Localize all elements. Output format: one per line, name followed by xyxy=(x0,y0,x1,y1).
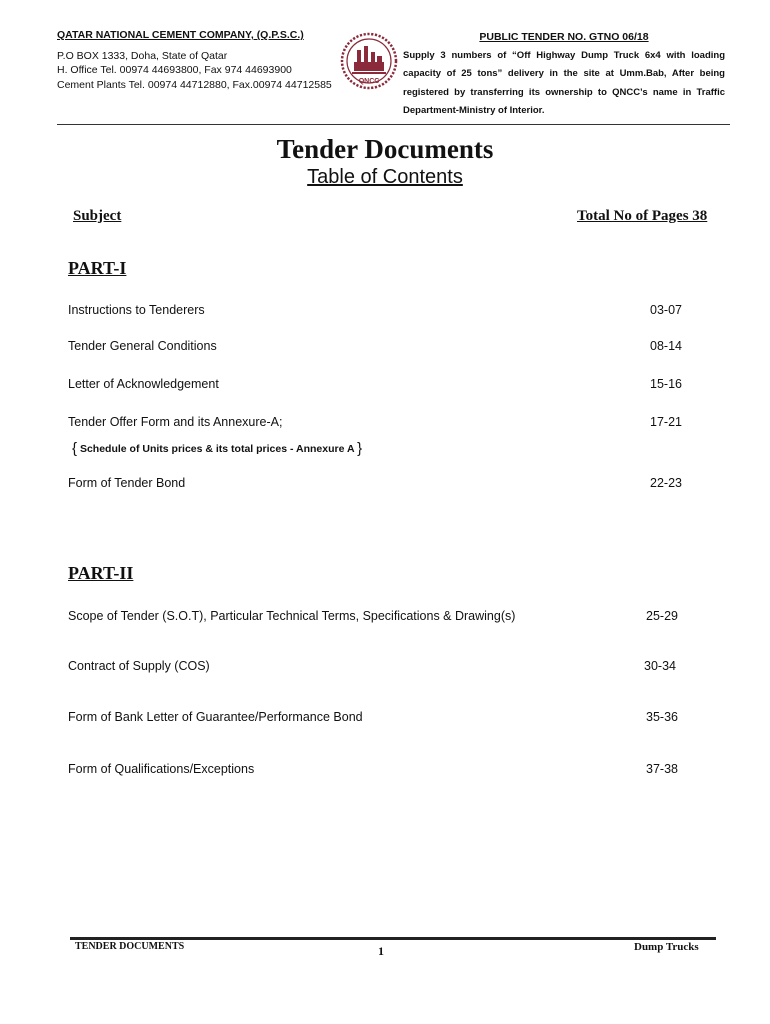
toc-pages: 25-29 xyxy=(646,609,678,623)
toc-pages: 37-38 xyxy=(646,762,678,776)
toc-row xyxy=(68,303,688,323)
address-line: P.O BOX 1333, Doha, State of Qatar xyxy=(57,49,228,62)
tender-description: Supply 3 numbers of “Off Highway Dump Truck 6x4 with loading capacity of 25 tons” delivery in the site at Umm.Bab, After being registered by transferring its ownership to QNCC’s name in Traffic Department-Ministry of Interior. xyxy=(403,49,725,116)
total-pages-heading: Total No of Pages 38 xyxy=(577,208,708,224)
annexure-note-text: Schedule of Units prices & its total prices - Annexure A xyxy=(79,443,355,455)
toc-subject: Form of Tender Bond xyxy=(68,476,186,490)
company-info xyxy=(57,28,347,92)
address-line: H. Office Tel. 00974 44693800, Fax 974 44693900 xyxy=(57,64,292,76)
toc-row xyxy=(68,415,688,435)
toc-subject: Contract of Supply (COS) xyxy=(68,659,210,673)
page-number: 1 xyxy=(378,944,384,958)
header-divider xyxy=(57,124,730,125)
toc-subject: Tender Offer Form and its Annexure-A; xyxy=(68,415,283,429)
footer-project-label: Dump Trucks xyxy=(634,941,699,953)
toc-row xyxy=(68,710,688,730)
toc-pages: 35-36 xyxy=(646,710,678,724)
part-2-heading: PART-II xyxy=(68,563,134,583)
toc-row xyxy=(68,476,688,496)
logo-text: QNCC xyxy=(358,78,380,85)
toc-subject: Form of Bank Letter of Guarantee/Performance Bond xyxy=(68,710,363,724)
toc-row xyxy=(68,762,688,782)
company-name: QATAR NATIONAL CEMENT COMPANY, (Q.P.S.C.) xyxy=(57,29,304,41)
toc-row xyxy=(68,609,688,629)
toc-pages: 15-16 xyxy=(650,377,682,391)
footer-doc-label: TENDER DOCUMENTS xyxy=(75,941,185,952)
toc-subject: Tender General Conditions xyxy=(68,339,217,353)
toc-pages: 30-34 xyxy=(644,659,676,673)
qncc-logo xyxy=(340,32,398,90)
address-line: Cement Plants Tel. 00974 44712880, Fax.00974 44712585 xyxy=(57,78,332,91)
tender-number: PUBLIC TENDER NO. GTNO 06/18 xyxy=(479,31,649,43)
footer-divider xyxy=(70,937,716,940)
toc-row xyxy=(68,659,688,679)
toc-pages: 03-07 xyxy=(650,303,682,317)
tender-info xyxy=(403,28,725,121)
document-title: Tender Documents xyxy=(276,134,494,164)
toc-pages: 22-23 xyxy=(650,476,682,490)
toc-subject: Form of Qualifications/Exceptions xyxy=(68,762,255,776)
part-1-heading: PART-I xyxy=(68,258,127,278)
toc-subject: Instructions to Tenderers xyxy=(68,303,205,317)
subject-column-heading: Subject xyxy=(73,208,122,224)
toc-subject: Letter of Acknowledgement xyxy=(68,377,219,391)
toc-pages: 17-21 xyxy=(650,415,682,429)
toc-subject: Scope of Tender (S.O.T), Particular Technical Terms, Specifications & Drawing(s) xyxy=(68,609,516,623)
document-subtitle: Table of Contents xyxy=(307,166,463,188)
toc-row xyxy=(68,339,688,359)
toc-pages: 08-14 xyxy=(650,339,682,353)
annexure-note: { Schedule of Units prices & its total prices - Annexure A } xyxy=(72,440,363,457)
toc-row xyxy=(68,377,688,397)
